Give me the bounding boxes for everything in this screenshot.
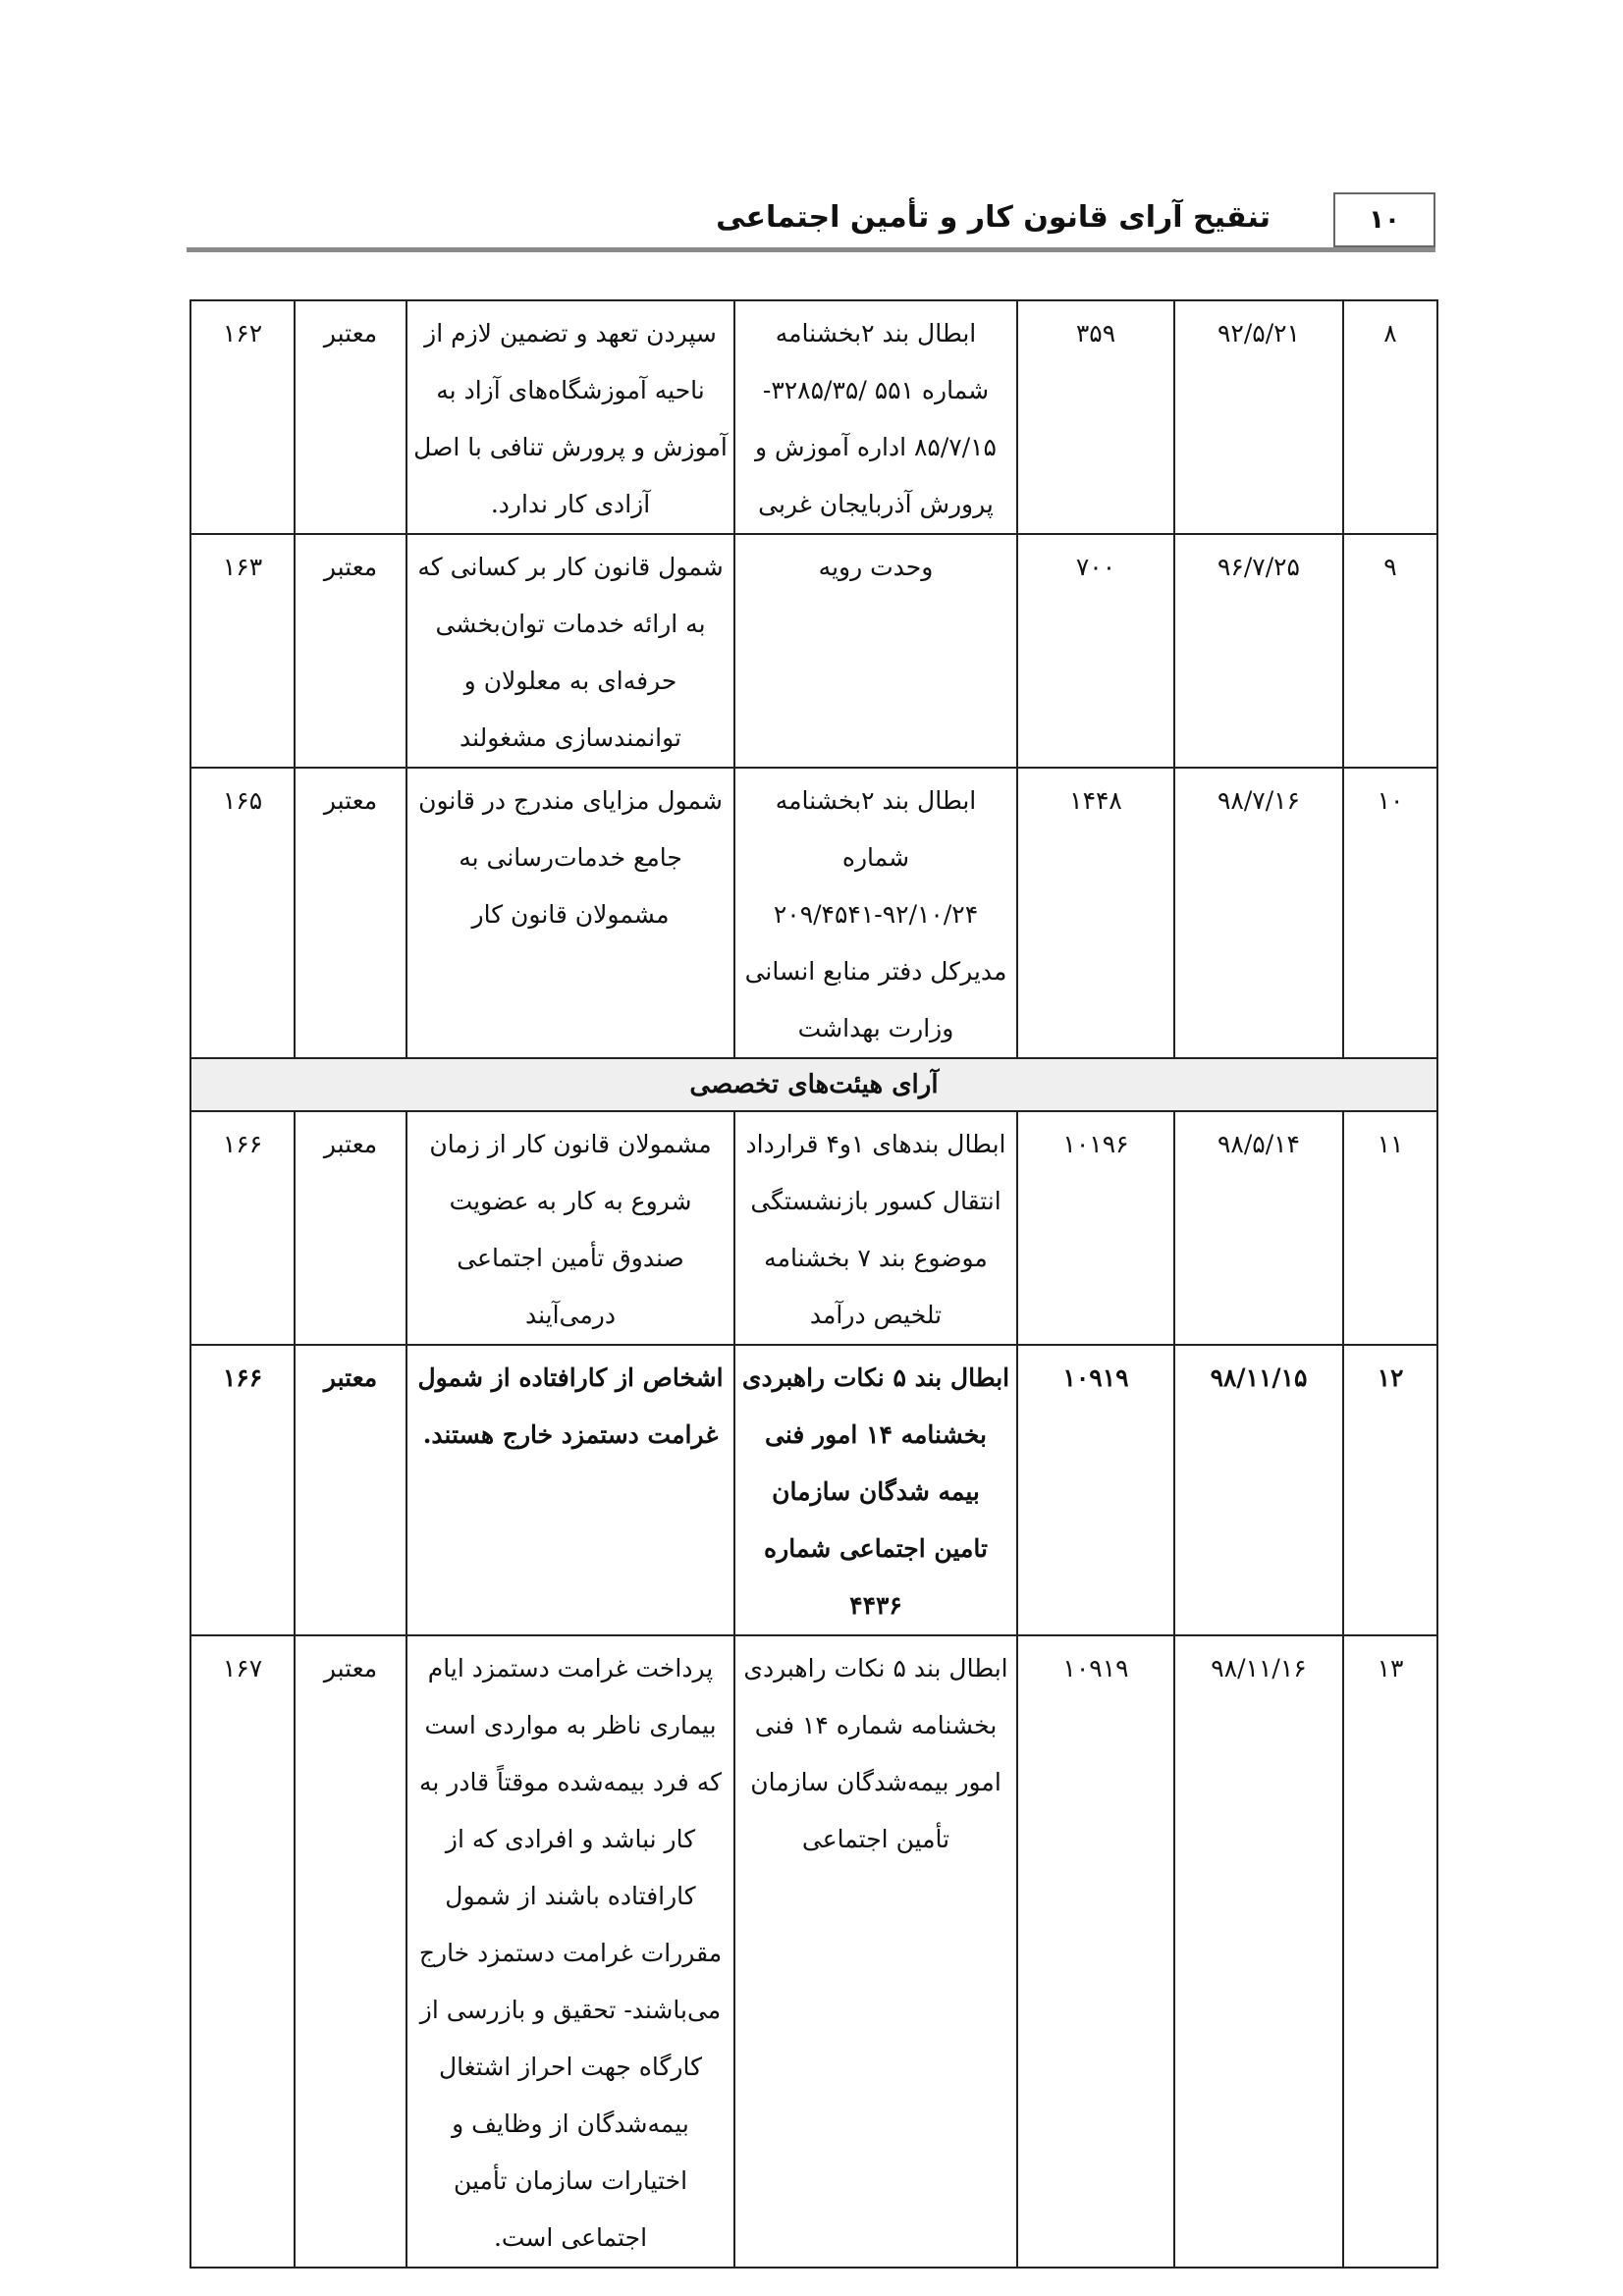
ruling-description: شمول مزایای مندرج در قانون جامع خدمات‌رسانی به مشمولان قانون کار — [406, 768, 734, 1058]
table-row — [190, 1635, 1437, 2268]
ruling-number: ۳۵۹ — [1017, 300, 1174, 534]
page-reference: ۱۶۲ — [190, 300, 295, 534]
ruling-status: معتبر — [295, 1345, 406, 1635]
ruling-date: ۹۸/۱۱/۱۵ — [1174, 1345, 1343, 1635]
table-row — [190, 300, 1437, 534]
row-number: ۱۰ — [1343, 768, 1437, 1058]
header-divider — [187, 247, 1435, 252]
ruling-date: ۹۸/۷/۱۶ — [1174, 768, 1343, 1058]
ruling-subject: وحدت رویه — [734, 534, 1017, 768]
ruling-number: ۱۴۴۸ — [1017, 768, 1174, 1058]
ruling-description: اشخاص از کارافتاده از شمول غرامت دستمزد خارج هستند. — [406, 1345, 734, 1635]
row-number: ۹ — [1343, 534, 1437, 768]
row-number: ۱۱ — [1343, 1111, 1437, 1345]
table-row — [190, 1345, 1437, 1635]
page-reference: ۱۶۵ — [190, 768, 295, 1058]
ruling-subject: ابطال بند ۵ نکات راهبردی بخشنامه ۱۴ امور فنی بیمه شدگان سازمان تامین اجتماعی شماره ۴۴۳۶ — [734, 1345, 1017, 1635]
section-title: آرای هیئت‌های تخصصی — [190, 1058, 1437, 1111]
ruling-status: معتبر — [295, 1111, 406, 1345]
ruling-description: مشمولان قانون کار از زمان شروع به کار به عضویت صندوق تأمین اجتماعی درمی‌آیند — [406, 1111, 734, 1345]
row-number: ۱۳ — [1343, 1635, 1437, 2268]
ruling-number: ۱۰۹۱۹ — [1017, 1635, 1174, 2268]
ruling-description: سپردن تعهد و تضمین لازم از ناحیه آموزشگاه‌های آزاد به آموزش و پرورش تنافی با اصل آزادی کار ندارد. — [406, 300, 734, 534]
ruling-description: پرداخت غرامت دستمزد ایام بیماری ناظر به مواردی است که فرد بیمه‌شده موقتاً قادر به کار نباشد و افرادی که از کارافتاده باشند از شمول مقررات غرامت دستمزد خارج می‌باشند- تحقیق و بازرسی از کارگاه جهت احراز اشتغال بیمه‌شدگان از وظایف و اختیارات سازمان تأمین اجتماعی است. — [406, 1635, 734, 2268]
row-number: ۸ — [1343, 300, 1437, 534]
ruling-subject: ابطال بندهای ۱و۴ قرارداد انتقال کسور بازنشستگی موضوع بند ۷ بخشنامه تلخیص درآمد — [734, 1111, 1017, 1345]
page-reference: ۱۶۶ — [190, 1111, 295, 1345]
row-number: ۱۲ — [1343, 1345, 1437, 1635]
ruling-date: ۹۲/۵/۲۱ — [1174, 300, 1343, 534]
ruling-number: ۱۰۱۹۶ — [1017, 1111, 1174, 1345]
ruling-date: ۹۸/۱۱/۱۶ — [1174, 1635, 1343, 2268]
page-reference: ۱۶۳ — [190, 534, 295, 768]
rulings-table — [189, 299, 1438, 2269]
page-number: ۱۰ — [1333, 192, 1435, 247]
ruling-date: ۹۸/۵/۱۴ — [1174, 1111, 1343, 1345]
ruling-number: ۱۰۹۱۹ — [1017, 1345, 1174, 1635]
ruling-subject: ابطال بند ۲بخشنامه شماره ۹۲/۱۰/۲۴-۲۰۹/۴۵۴۱ مدیرکل دفتر منابع انسانی وزارت بهداشت — [734, 768, 1017, 1058]
ruling-status: معتبر — [295, 1635, 406, 2268]
ruling-description: شمول قانون کار بر کسانی که به ارائه خدمات توان‌بخشی حرفه‌ای به معلولان و توانمندسازی مشغولند — [406, 534, 734, 768]
page-reference: ۱۶۷ — [190, 1635, 295, 2268]
ruling-subject: ابطال بند ۵ نکات راهبردی بخشنامه شماره ۱۴ فنی امور بیمه‌شدگان سازمان تأمین اجتماعی — [734, 1635, 1017, 2268]
ruling-date: ۹۶/۷/۲۵ — [1174, 534, 1343, 768]
ruling-status: معتبر — [295, 300, 406, 534]
table-row — [190, 768, 1437, 1058]
ruling-subject: ابطال بند ۲بخشنامه شماره ۵۵۱ /۳۲۸۵/۳۵- ۸۵/۷/۱۵ اداره آموزش و پرورش آذربایجان غربی — [734, 300, 1017, 534]
section-header-row — [190, 1058, 1437, 1111]
page-header — [187, 192, 1435, 249]
ruling-number: ۷۰۰ — [1017, 534, 1174, 768]
ruling-status: معتبر — [295, 534, 406, 768]
ruling-status: معتبر — [295, 768, 406, 1058]
header-title: تنقیح آرای قانون کار و تأمین اجتماعی — [716, 200, 1271, 235]
table-row — [190, 1111, 1437, 1345]
page-reference: ۱۶۶ — [190, 1345, 295, 1635]
table-row — [190, 534, 1437, 768]
